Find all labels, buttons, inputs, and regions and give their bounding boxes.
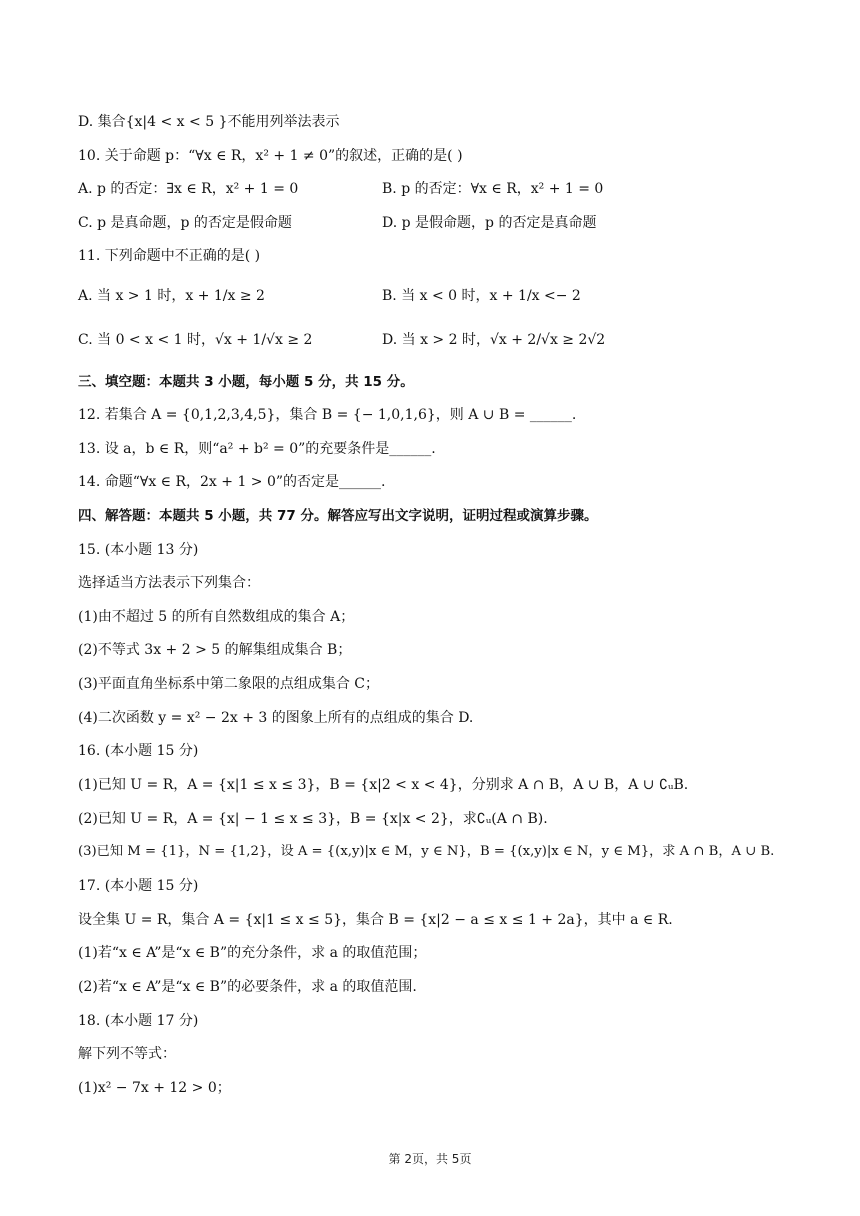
- question-14: 14. 命题“∀x ∈ R，2x + 1 > 0”的否定是______.: [78, 474, 386, 490]
- q15-part-1: (1)由不超过 5 的所有自然数组成的集合 A；: [78, 609, 355, 625]
- q17-part-1: (1)若“x ∈ A”是“x ∈ B”的充分条件，求 a 的取值范围；: [78, 945, 427, 961]
- q15-part-3: (3)平面直角坐标系中第二象限的点组成集合 C；: [78, 676, 379, 692]
- q15-instruction: 选择适当方法表示下列集合：: [78, 575, 260, 591]
- question-15-header: 15. (本小题 13 分): [78, 542, 199, 558]
- question-17-header: 17. (本小题 15 分): [78, 878, 199, 894]
- section-3-heading: 三、填空题：本题共 3 小题，每小题 5 分，共 15 分。: [78, 374, 414, 390]
- question-11-stem: 11. 下列命题中不正确的是( ): [78, 248, 261, 264]
- q10-option-c: C. p 是真命题，p 的否定是假命题: [78, 215, 292, 231]
- q11-option-b: B. 当 x < 0 时，x + 1/x <− 2: [382, 288, 581, 304]
- question-18-header: 18. (本小题 17 分): [78, 1013, 199, 1029]
- q17-part-2: (2)若“x ∈ A”是“x ∈ B”的必要条件，求 a 的取值范围.: [78, 979, 417, 995]
- question-10-stem: 10. 关于命题 p：“∀x ∈ R，x² + 1 ≠ 0”的叙述，正确的是( ): [78, 148, 463, 164]
- q17-stem: 设全集 U = R，集合 A = {x|1 ≤ x ≤ 5}，集合 B = {x|2 − a ≤ x ≤ 1 + 2a}，其中 a ∈ R.: [78, 912, 673, 928]
- q16-part-1: (1)已知 U = R，A = {x|1 ≤ x ≤ 3}，B = {x|2 < x < 4}，分别求 A ∩ B，A ∪ B，A ∪ ∁ᵤB.: [78, 777, 689, 793]
- q11-option-d: D. 当 x > 2 时，√x + 2/√x ≥ 2√2: [382, 332, 606, 348]
- q11-option-a: A. 当 x > 1 时，x + 1/x ≥ 2: [78, 288, 265, 304]
- q18-instruction: 解下列不等式：: [78, 1046, 176, 1062]
- q16-part-3: (3)已知 M = {1}，N = {1,2}，设 A = {(x,y)|x ∈ M，y ∈ N}，B = {(x,y)|x ∈ N，y ∈ M}，求 A ∩ B，A ∪ B.: [78, 844, 775, 859]
- q10-option-a: A. p 的否定：∃x ∈ R，x² + 1 = 0: [78, 181, 299, 197]
- question-16-header: 16. (本小题 15 分): [78, 743, 199, 759]
- option-9d: D. 集合{x|4 < x < 5 }不能用列举法表示: [78, 114, 340, 130]
- q15-part-4: (4)二次函数 y = x² − 2x + 3 的图象上所有的点组成的集合 D.: [78, 710, 474, 726]
- q15-part-2: (2)不等式 3x + 2 > 5 的解集组成集合 B；: [78, 642, 352, 658]
- section-4-heading: 四、解答题：本题共 5 小题，共 77 分。解答应写出文字说明，证明过程或演算步骤。: [78, 508, 598, 524]
- question-12: 12. 若集合 A = {0,1,2,3,4,5}，集合 B = {− 1,0,1,6}，则 A ∪ B = ______.: [78, 407, 577, 423]
- q18-part-1: (1)x² − 7x + 12 > 0；: [78, 1080, 231, 1096]
- page-footer: 第 2页，共 5页: [388, 1152, 472, 1166]
- q11-option-c: C. 当 0 < x < 1 时，√x + 1/√x ≥ 2: [78, 332, 313, 348]
- q10-option-d: D. p 是假命题，p 的否定是真命题: [382, 215, 597, 231]
- q10-option-b: B. p 的否定：∀x ∈ R，x² + 1 = 0: [382, 181, 604, 197]
- q16-part-2: (2)已知 U = R，A = {x| − 1 ≤ x ≤ 3}，B = {x|x < 2}，求∁ᵤ(A ∩ B).: [78, 811, 548, 827]
- question-13: 13. 设 a，b ∈ R，则“a² + b² = 0”的充要条件是______.: [78, 441, 436, 457]
